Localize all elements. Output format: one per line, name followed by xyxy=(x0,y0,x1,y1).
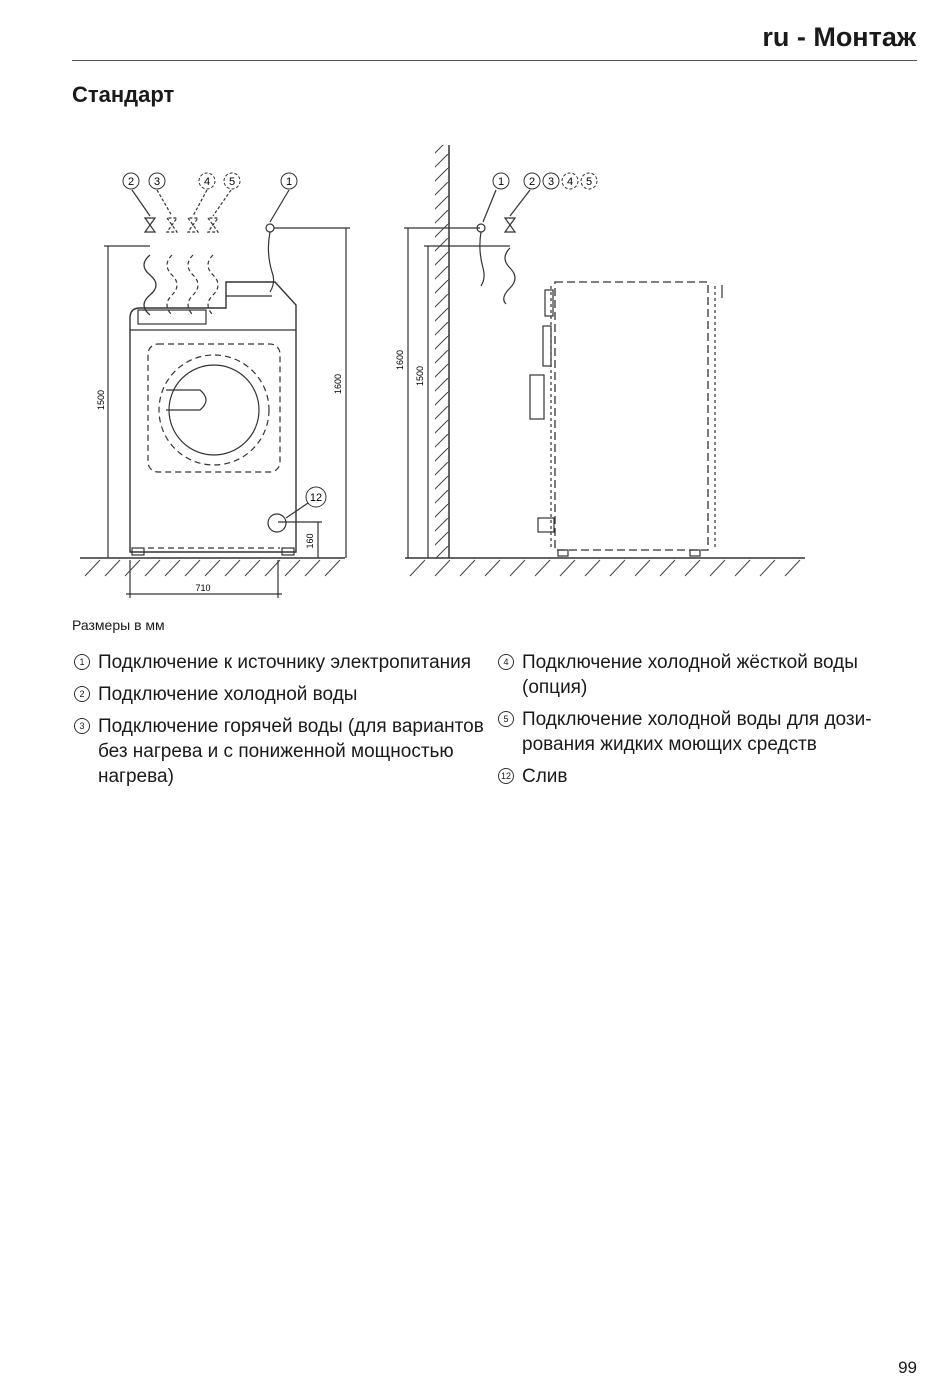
callout-2-side xyxy=(524,173,540,189)
callout-2-front xyxy=(123,173,139,189)
callout-12-drain xyxy=(306,487,326,507)
legend-item-1 xyxy=(74,650,494,675)
page-number: 99 xyxy=(898,1358,917,1377)
svg-text:2: 2 xyxy=(528,176,536,188)
dim-drain-160: 160 xyxy=(305,533,315,549)
legend-number: 1 xyxy=(74,654,90,670)
legend-number: 4 xyxy=(498,654,514,670)
svg-text:1: 1 xyxy=(497,176,505,188)
dimensions-note: Размеры в мм xyxy=(72,617,165,633)
dim-height-1500: 1500 xyxy=(96,389,106,411)
callout-1-side xyxy=(493,173,509,189)
dim-width-710: 710 xyxy=(195,583,211,593)
svg-text:2: 2 xyxy=(127,176,135,188)
legend-left-column xyxy=(74,650,494,796)
section-title: Стандарт xyxy=(72,82,175,107)
legend-text: Подключение горячей воды (для вариантов без нагрева и с пониженной мощностью нагрева) xyxy=(98,716,484,787)
installation-diagram xyxy=(0,0,950,640)
svg-text:4: 4 xyxy=(566,176,574,188)
legend-item-12 xyxy=(498,764,918,789)
side-view xyxy=(404,145,805,576)
legend-text: Подключение холодной воды для дозирования жидких моющих средств xyxy=(522,709,872,755)
legend-item-4 xyxy=(498,650,918,700)
svg-text:4: 4 xyxy=(203,176,211,188)
dim-height-1600: 1600 xyxy=(333,373,343,395)
legend-text: Слив xyxy=(522,766,568,787)
svg-text:3: 3 xyxy=(153,176,161,188)
legend-item-3 xyxy=(74,714,494,789)
legend-number: 2 xyxy=(74,686,90,702)
callout-5-front xyxy=(224,173,240,189)
callout-5-side xyxy=(581,173,597,189)
svg-text:5: 5 xyxy=(585,176,593,188)
callout-3-side xyxy=(543,173,559,189)
legend-text: Подключение холодной воды xyxy=(98,684,358,705)
callout-3-front xyxy=(149,173,165,189)
legend-text: Подключение холодной жёсткой воды (опция) xyxy=(522,652,858,698)
legend-right-column xyxy=(498,650,918,796)
callout-4-side xyxy=(562,173,578,189)
legend-number: 12 xyxy=(498,768,514,784)
dim-side-1500: 1500 xyxy=(415,365,425,387)
legend-number: 5 xyxy=(498,711,514,727)
legend-item-2 xyxy=(74,682,494,707)
svg-text:3: 3 xyxy=(547,176,555,188)
legend-item-5 xyxy=(498,707,918,757)
legend-number: 3 xyxy=(74,718,90,734)
callout-1-front xyxy=(281,173,297,189)
page-header-title: ru - Монтаж xyxy=(762,22,916,52)
svg-text:5: 5 xyxy=(228,176,236,188)
dim-side-1600: 1600 xyxy=(395,349,405,371)
side-callouts xyxy=(493,173,597,189)
legend-text: Подключение к источнику электропитания xyxy=(98,652,472,673)
svg-text:12: 12 xyxy=(309,492,323,504)
callout-4-front xyxy=(199,173,215,189)
installation-diagram-svg xyxy=(0,0,950,640)
svg-text:1: 1 xyxy=(285,176,293,188)
